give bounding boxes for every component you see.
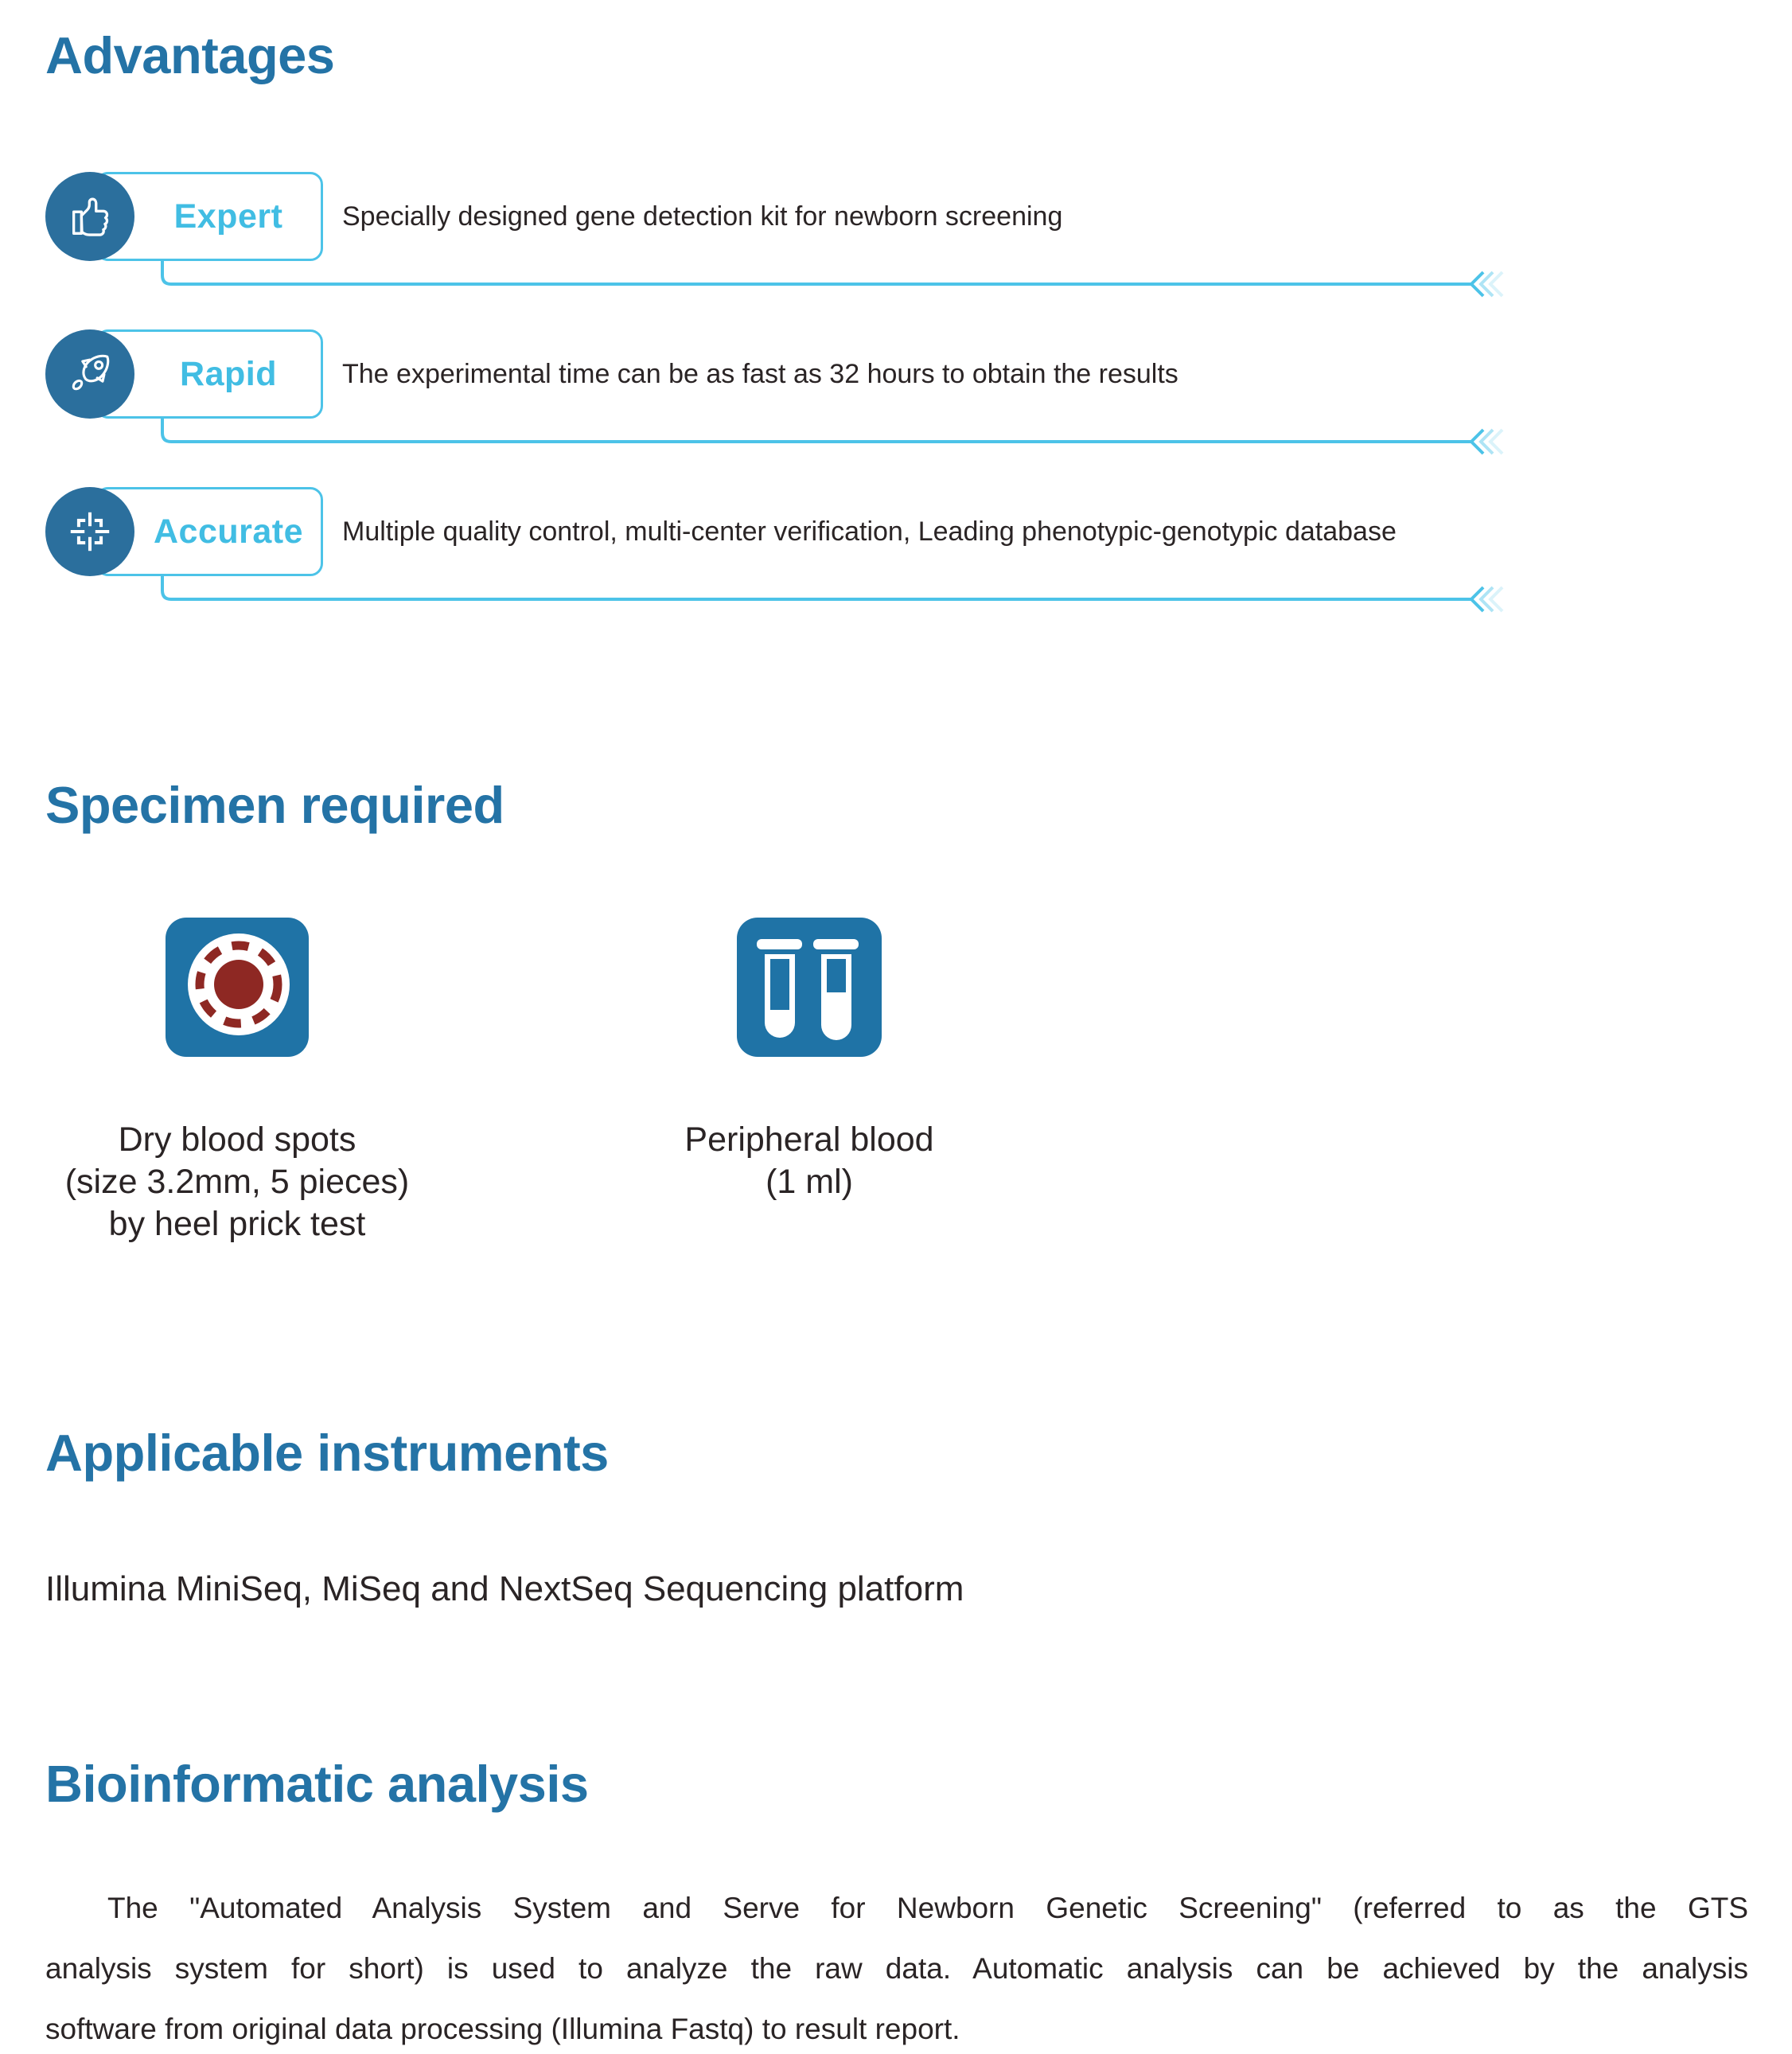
advantage-label: Accurate [153, 512, 304, 551]
instruments-title: Applicable instruments [45, 1424, 609, 1482]
bioinformatics-paragraph [45, 1878, 1748, 2054]
calibration-target-icon [45, 487, 134, 576]
advantage-description: The experimental time can be as fast as 32 hours to obtain the results [342, 358, 1178, 389]
specimen-label-line: (size 3.2mm, 5 pieces) [64, 1163, 410, 1201]
rocket-icon [45, 329, 134, 419]
advantage-label: Expert [173, 197, 283, 236]
paragraph-line: software from original data processing (Illumina Fastq) to result report. [45, 2013, 960, 2045]
advantage-row-rapid [0, 329, 1792, 487]
specimen-label-peripheral-blood [610, 1119, 1008, 1203]
advantage-description: Multiple quality control, multi-center verification, Leading phenotypic-genotypic database [342, 516, 1397, 547]
paragraph-line: analysis system for short) is used to analyze the raw data. Automatic analysis can be achieved by the analysis [45, 1952, 1748, 1985]
advantage-row-expert [0, 172, 1792, 329]
advantage-label: Rapid [180, 354, 277, 393]
dry-blood-spot-icon [166, 918, 309, 1057]
specimen-title: Specimen required [45, 776, 504, 834]
specimen-label-dry-blood [22, 1119, 452, 1245]
specimen-label-line: Peripheral blood [684, 1121, 934, 1159]
advantage-description: Specially designed gene detection kit for newborn screening [342, 201, 1063, 232]
advantage-row-accurate [0, 487, 1792, 645]
specimen-label-line: by heel prick test [108, 1205, 366, 1243]
advantages-title: Advantages [45, 26, 335, 84]
specimen-label-line: Dry blood spots [118, 1121, 356, 1159]
bioinformatics-title: Bioinformatic analysis [45, 1755, 589, 1813]
paragraph-line: The "Automated Analysis System and Serve for Newborn Genetic Screening" (referred to as the GTS [107, 1892, 1748, 1924]
test-tubes-icon [737, 918, 882, 1057]
thumbs-up-icon [45, 172, 134, 261]
instruments-body: Illumina MiniSeq, MiSeq and NextSeq Sequencing platform [45, 1569, 964, 1608]
specimen-label-line: (1 ml) [765, 1163, 853, 1201]
